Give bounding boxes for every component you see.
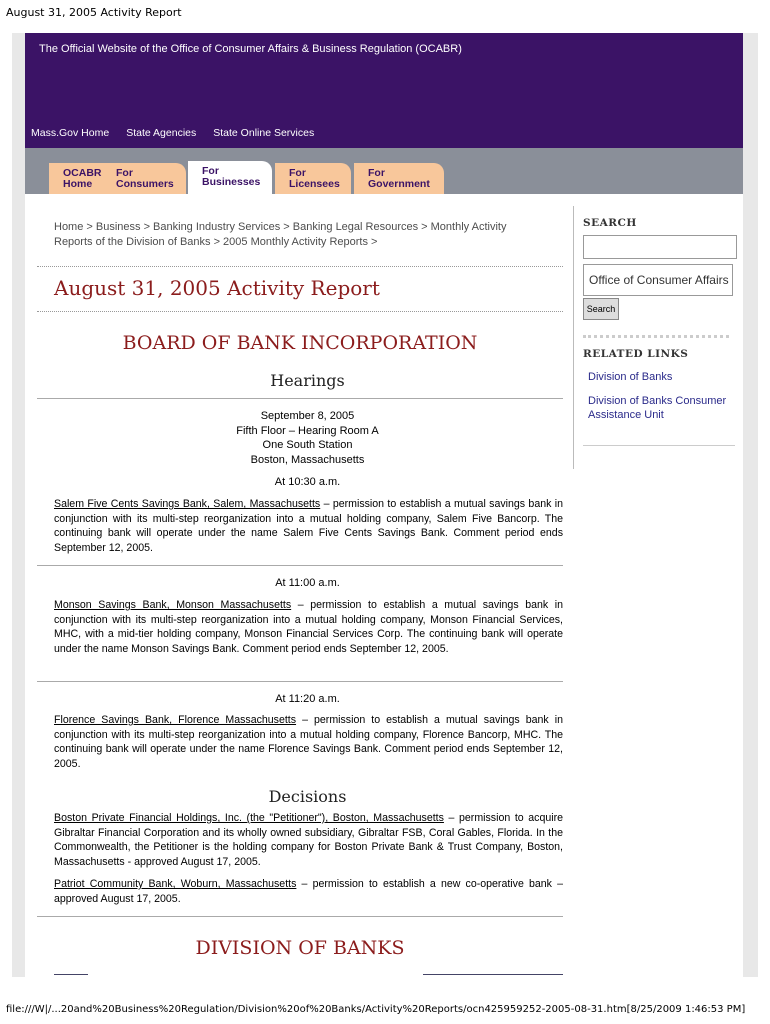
tab-bar [25,148,743,194]
tab-for-businesses[interactable] [188,161,272,194]
top-links [31,127,331,139]
section-heading-board: BOARD OF BANK INCORPORATION [122,332,478,354]
tab-label-line2: Licensees [289,178,340,190]
hearing-item [54,497,563,556]
divider [583,335,729,338]
breadcrumb[interactable]: Home > Business > Banking Industry Services > Banking Legal Resources > Monthly Activity Reports of the Division of Banks > 2005 Monthly Activity Reports > [54,221,507,248]
search-button[interactable]: Search [583,298,619,320]
tab-label-line2: Government [368,178,430,190]
hearing-room: Fifth Floor – Hearing Room A [236,424,379,437]
hearing-time: At 11:00 a.m. [275,577,340,589]
tab-label-line2: Consumers [116,178,174,190]
tab-for-government[interactable] [354,163,444,194]
divider [37,916,563,917]
tab-label-line1: For [116,167,133,179]
tab-label-line2: Home [63,178,93,190]
hearing-address: One South Station [262,439,353,451]
tab-label-line2: Businesses [202,176,261,188]
tab-for-consumers[interactable] [102,163,186,194]
search-scope-select[interactable]: Office of Consumer Affairs [583,264,733,296]
print-header: August 31, 2005 Activity Report [6,6,182,19]
hearing-time: At 11:20 a.m. [275,693,340,705]
tab-label-line1: For [368,167,385,179]
divider [37,311,563,312]
hearing-item-text: – permission to establish a mutual savings bank in conjunction with its multi-step reorganization into a mutual holding company, Monson Financial Services, MHC, with a mid-tier holding company, Monson Financial Services Corp. The continuing bank will operate under the name Monson Savings Bank. Comment period ends September 12, 2005. [54,599,563,656]
hearing-item-link[interactable]: Florence Savings Bank, Florence Massachusetts [54,714,297,726]
decision-item-text: – permission to establish a new co-operative bank – approved August 17, 2005. [54,878,563,905]
hearing-item [54,598,563,657]
page-title: August 31, 2005 Activity Report [54,276,380,300]
tab-label-line1: For [289,167,306,179]
hearing-time: At 10:30 a.m. [274,476,341,488]
site-banner [25,33,743,148]
state-online-services-link[interactable]: State Online Services [213,127,315,139]
decision-item [54,877,563,906]
divider [37,398,563,399]
section-heading-division: DIVISION OF BANKS [195,937,405,959]
hearing-item-text: – permission to establish a mutual savings bank in conjunction with its multi-step reorganization into a mutual holding company, Florence Bancorp, MHC. The continuing bank will operate under the name Florence Savings Bank. Comment period ends September 12, 2005. [54,714,564,771]
hearings-heading: Hearings [270,371,345,390]
site-tagline: The Official Website of the Office of Consumer Affairs & Business Regulation (OCABR) [39,43,462,55]
hearing-location [40,409,575,467]
divider [54,974,88,975]
related-link-consumer-assistance[interactable]: Division of Banks Consumer Assistance Unit [588,395,727,421]
print-footer: file:///W|/...20and%20Business%20Regulation/Division%20of%20Banks/Activity%20Reports/ocn425959252-2005-08-31.htm[8/25/2009 1:46:53 PM] [6,1004,746,1015]
divider [37,681,563,682]
divider [423,974,563,975]
search-heading: SEARCH [583,217,637,229]
divider [37,266,563,267]
hearing-item-text: – permission to establish a mutual savings bank in conjunction with its multi-step reorganization into a mutual holding company, Salem Five Bancorp. The continuing bank will operate under the name Salem Five Cents Savings Bank. Comment period ends September 12, 2005. [54,498,563,555]
tab-label-line1: OCABR [63,167,102,179]
decision-item-text: – permission to acquire Gibraltar Financial Corporation and its wholly owned subsidiary, Gibraltar FSB, Coral Gables, Florida. In the Commonwealth, the Petitioner is the holding company for Boston Private Bank & Trust Company, Boston, Massachusetts - approved August 17, 2005. [54,812,564,869]
decisions-heading: Decisions [268,787,347,806]
decision-item-link[interactable]: Boston Private Financial Holdings, Inc. (the "Petitioner"), Boston, Massachusetts [54,812,444,824]
hearing-item-link[interactable]: Monson Savings Bank, Monson Massachusetts [54,599,292,611]
search-input[interactable] [583,235,737,259]
divider [37,565,563,566]
hearing-item [54,713,563,772]
related-links-heading: RELATED LINKS [583,348,689,360]
divider [583,445,735,446]
hearing-date: September 8, 2005 [260,410,355,422]
related-link-division-of-banks[interactable]: Division of Banks [588,371,673,383]
tab-label-line1: For [202,165,219,177]
decision-item-link[interactable]: Patriot Community Bank, Woburn, Massachusetts [54,878,297,890]
state-agencies-link[interactable]: State Agencies [126,127,197,139]
hearing-item-link[interactable]: Salem Five Cents Savings Bank, Salem, Massachusetts [54,498,321,510]
tab-for-licensees[interactable] [275,163,351,194]
decision-item [54,811,563,870]
hearing-city: Boston, Massachusetts [250,453,365,466]
mass-gov-home-link[interactable]: Mass.Gov Home [31,127,110,139]
